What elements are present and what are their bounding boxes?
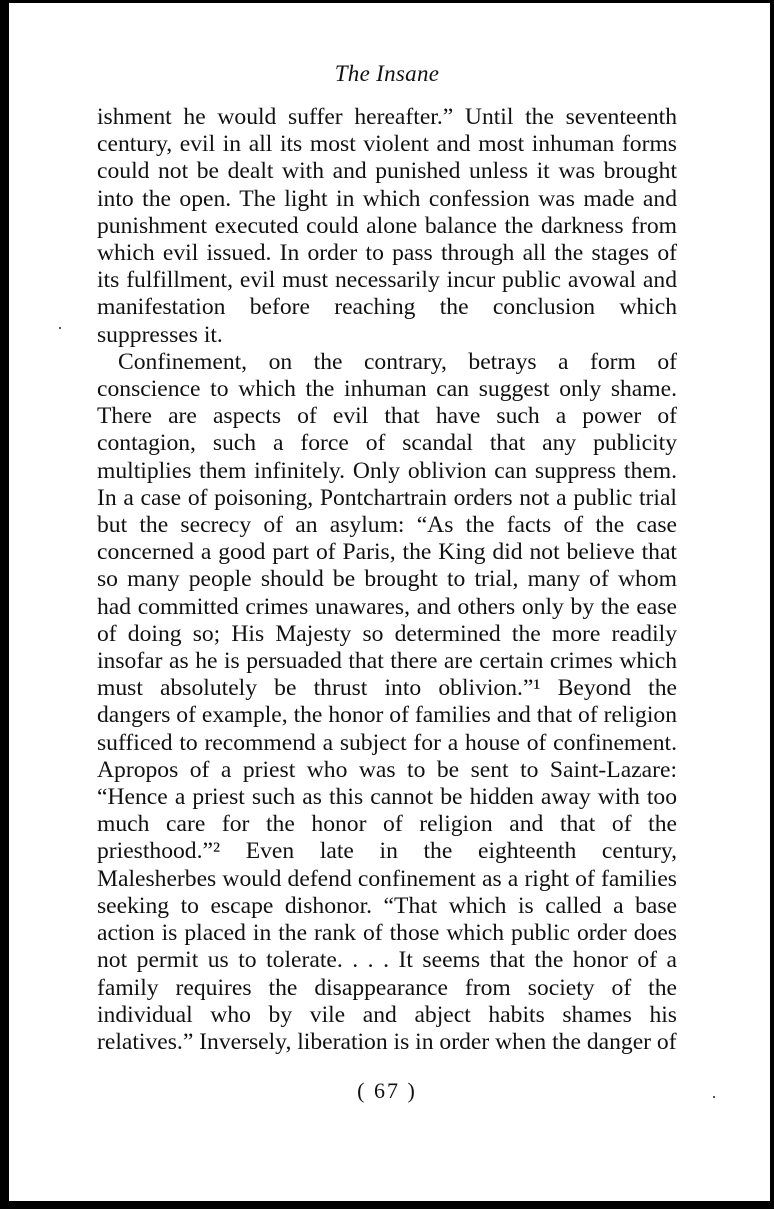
book-page <box>97 58 677 1104</box>
running-head: The Insane <box>334 61 440 86</box>
scan-border-bottom <box>0 1201 774 1209</box>
scan-speck <box>59 327 61 329</box>
paragraph-confinement: Confinement, on the contrary, betrays a form of conscience to which the inhuman can suggest only shame. There are aspects of evil that have such a power of contagion, such a force of scandal that any publicity multiplies them infinitely. Only oblivion can suppress them. In a case of poisoning, Pontchartrain orders not a public trial but the secrecy of an asylum: “As the facts of the case concerned a good part of Paris, the King did not believe that so many people should be brought to trial, many of whom had committed crimes unawares, and others only by the ease of doing so; His Majesty so determined the more readily insofar as he is persuaded that there are certain crimes which must absolutely be thrust into oblivion.”¹ Beyond the dangers of example, the honor of families and that of religion sufficed to recommend a subject for a house of confinement. Apropos of a priest who was to be sent to Saint-Lazare: “Hence a priest such as this cannot be hidden away with too much care for the honor of religion and that of the priesthood.”² Even late in the eighteenth century, Malesherbes would defend confinement as a right of families seeking to escape dishonor. “That which is called a base action is placed in the rank of those which public order does not permit us to tolerate. . . . It seems that the honor of a family requires the disappearance from society of the individual who by vile and abject habits shames his relatives.” Inversely, liberation is in order when the danger of <box>97 348 677 1055</box>
paragraph-continued: ishment he would suffer hereafter.” Until the seventeenth century, evil in all its most violent and most inhuman forms could not be dealt with and punished unless it was brought into the open. The light in which confession was made and punishment executed could alone balance the darkness from which evil issued. In order to pass through all the stages of its fulfillment, evil must necessarily incur public avowal and manifestation before reaching the conclusion which suppresses it. <box>97 104 677 348</box>
page-number: ( 67 ) <box>357 1078 417 1104</box>
scan-border-top <box>0 0 774 3</box>
scan-speck <box>713 1096 715 1098</box>
scan-border-right <box>770 0 774 1209</box>
scan-border-left <box>0 0 9 1202</box>
body-text <box>97 104 677 1056</box>
